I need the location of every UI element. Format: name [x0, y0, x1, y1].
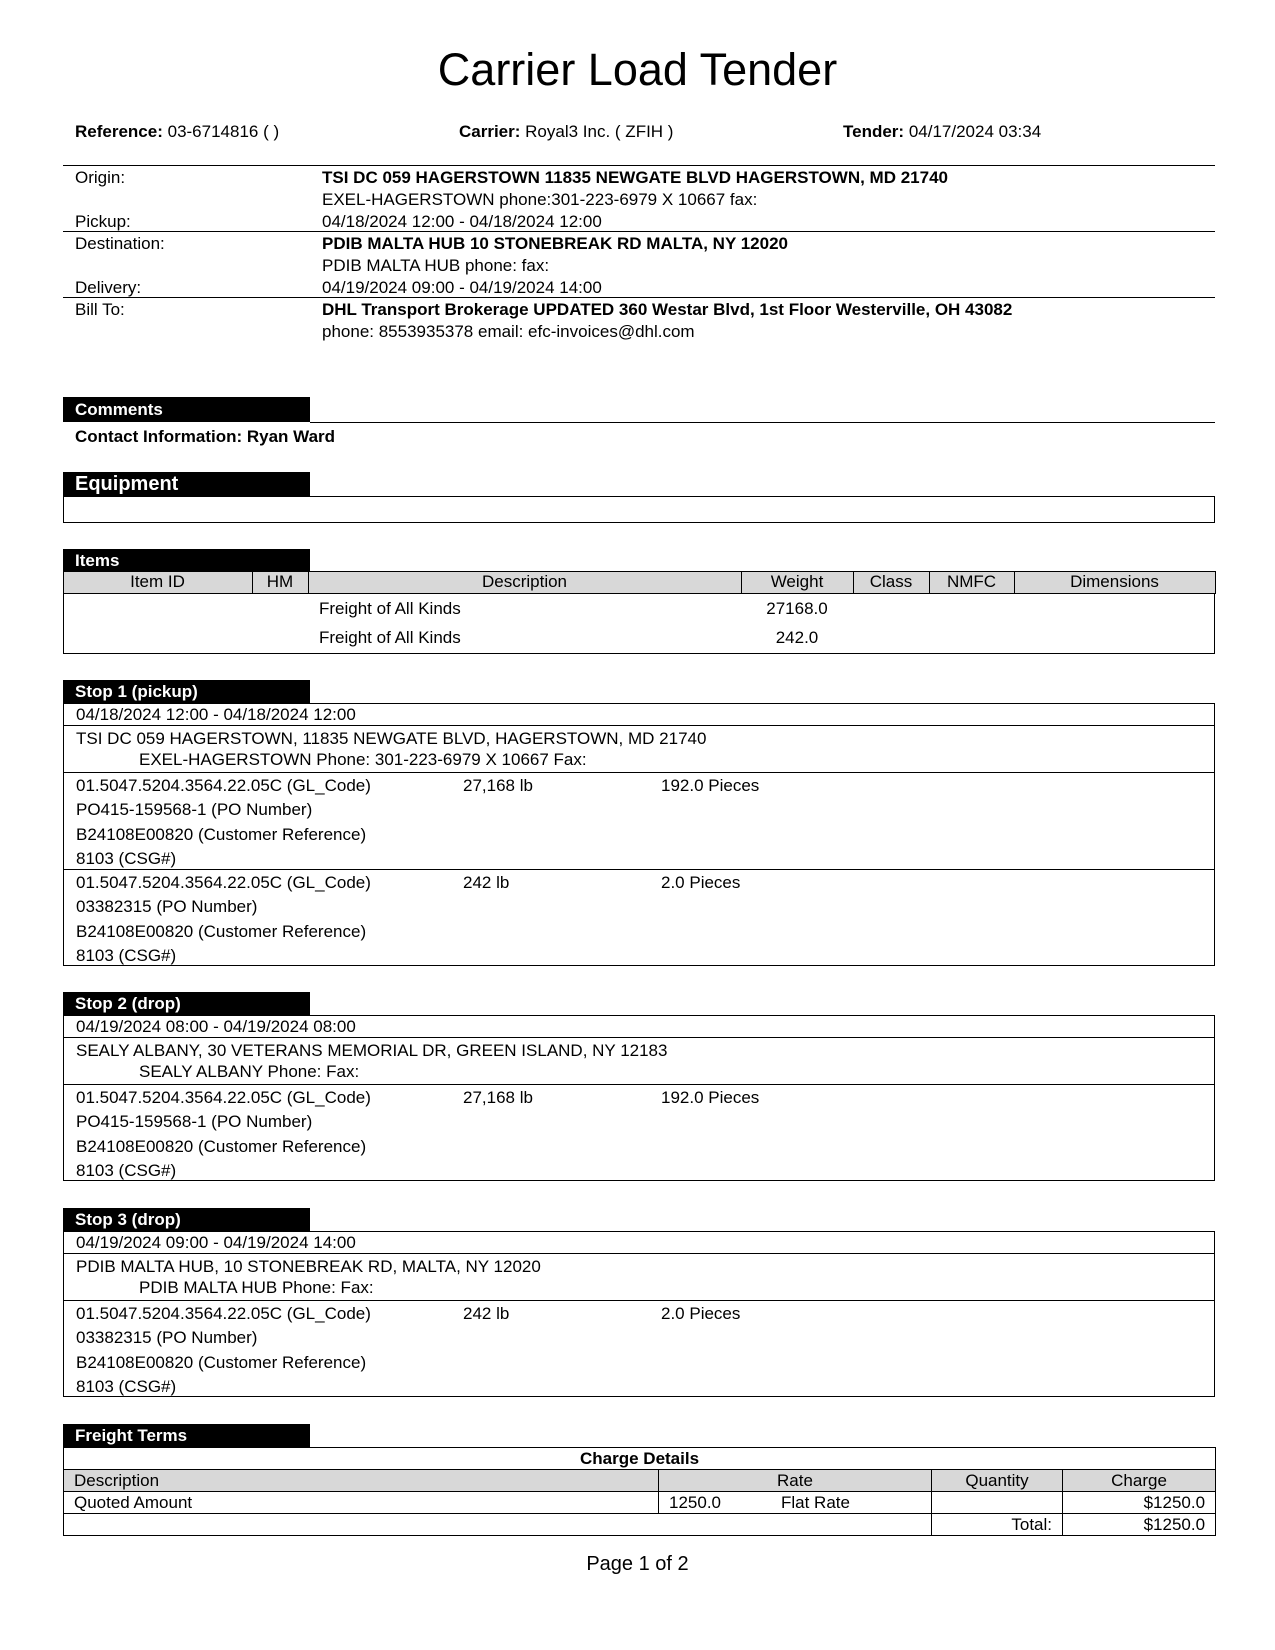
item-weight: 242.0 — [775, 627, 819, 647]
charge-rate — [659, 1492, 932, 1514]
pickup-label: Pickup: — [75, 212, 131, 231]
stop-contact: EXEL-HAGERSTOWN Phone: 301-223-6979 X 10667 Fax: — [139, 750, 587, 769]
po-number: PO415-159568-1 (PO Number) — [76, 1112, 313, 1131]
column-header: Description — [308, 571, 741, 593]
destination-contact: PDIB MALTA HUB phone: fax: — [322, 256, 550, 275]
stop-address: TSI DC 059 HAGERSTOWN, 11835 NEWGATE BLVD, HAGERSTOWN, MD 21740 — [76, 729, 707, 748]
stop-address: PDIB MALTA HUB, 10 STONEBREAK RD, MALTA, NY 12020 — [76, 1257, 541, 1276]
table-row — [63, 593, 1215, 623]
column-header: HM — [252, 571, 308, 593]
line-pieces: 192.0 Pieces — [661, 776, 760, 795]
line-pieces: 192.0 Pieces — [661, 1088, 760, 1107]
csg-number: 8103 (CSG#) — [76, 849, 177, 868]
po-number: 03382315 (PO Number) — [76, 1328, 258, 1347]
items-header-row — [63, 571, 1215, 593]
charges-table — [63, 1447, 1216, 1536]
equipment-heading: Equipment — [63, 472, 310, 497]
reference-field — [75, 122, 279, 142]
page-number: Page 1 of 2 — [586, 1553, 689, 1575]
destination-label: Destination: — [75, 234, 165, 253]
line-pieces: 2.0 Pieces — [661, 873, 741, 892]
stop-window: 04/19/2024 08:00 - 04/19/2024 08:00 — [64, 1016, 1214, 1038]
csg-number: 8103 (CSG#) — [76, 1161, 177, 1180]
tender-label: Tender: — [843, 122, 905, 141]
carrier-label: Carrier: — [459, 122, 521, 141]
csg-number: 8103 (CSG#) — [76, 946, 177, 965]
total-label: Total: — [932, 1514, 1063, 1536]
po-number: PO415-159568-1 (PO Number) — [76, 800, 313, 819]
stop-3-box — [63, 1231, 1215, 1397]
freight-terms-heading: Freight Terms — [63, 1424, 310, 1447]
line-pieces: 2.0 Pieces — [661, 1304, 741, 1323]
charge-quantity — [932, 1492, 1063, 1514]
line-weight: 27,168 lb — [463, 776, 533, 795]
item-description: Freight of All Kinds — [319, 598, 461, 618]
divider — [310, 422, 1215, 423]
pickup-window: 04/18/2024 12:00 - 04/18/2024 12:00 — [322, 212, 602, 231]
origin-contact: EXEL-HAGERSTOWN phone:301-223-6979 X 10667 fax: — [322, 190, 758, 209]
column-header: Class — [853, 571, 929, 593]
bill-to-label: Bill To: — [75, 300, 125, 319]
stop-line-item — [64, 1301, 1214, 1396]
po-number: 03382315 (PO Number) — [76, 897, 258, 916]
item-weight: 27168.0 — [766, 598, 828, 618]
destination-address: PDIB MALTA HUB 10 STONEBREAK RD MALTA, NY 12020 — [322, 234, 788, 253]
customer-reference: B24108E00820 (Customer Reference) — [76, 825, 367, 844]
document-title: Carrier Load Tender — [437, 44, 838, 95]
stop-1-box — [63, 703, 1215, 966]
charge-description: Quoted Amount — [64, 1492, 659, 1514]
column-header: Rate — [659, 1470, 932, 1492]
customer-reference: B24108E00820 (Customer Reference) — [76, 1137, 367, 1156]
items-table-box — [63, 571, 1215, 654]
carrier-field — [459, 122, 673, 142]
reference-value: 03-6714816 ( ) — [167, 122, 280, 141]
gl-code: 01.5047.5204.3564.22.05C (GL_Code) — [76, 873, 371, 892]
stop-location — [64, 726, 1214, 773]
total-row — [64, 1514, 1216, 1536]
charge-details-title: Charge Details — [64, 1448, 1216, 1470]
column-header: Quantity — [932, 1470, 1063, 1492]
gl-code: 01.5047.5204.3564.22.05C (GL_Code) — [76, 1088, 371, 1107]
stop-1-heading: Stop 1 (pickup) — [63, 680, 310, 703]
table-row — [63, 623, 1215, 652]
column-header: Dimensions — [1014, 571, 1215, 593]
charge-amount: $1250.0 — [1063, 1492, 1216, 1514]
bill-to-contact: phone: 8553935378 email: efc-invoices@dhl.com — [322, 322, 695, 341]
tender-field — [843, 122, 1041, 142]
stop-window: 04/19/2024 09:00 - 04/19/2024 14:00 — [64, 1232, 1214, 1254]
stop-location — [64, 1254, 1214, 1301]
stop-address: SEALY ALBANY, 30 VETERANS MEMORIAL DR, GREEN ISLAND, NY 12183 — [76, 1041, 668, 1060]
bill-to-address: DHL Transport Brokerage UPDATED 360 Westar Blvd, 1st Floor Westerville, OH 43082 — [322, 300, 1013, 319]
csg-number: 8103 (CSG#) — [76, 1377, 177, 1396]
stop-line-item — [64, 773, 1214, 870]
rate-value: 1250.0 — [669, 1492, 721, 1512]
column-header: Weight — [741, 571, 853, 593]
stop-line-item — [64, 870, 1214, 965]
origin-label: Origin: — [75, 168, 126, 187]
tender-value: 04/17/2024 03:34 — [908, 122, 1042, 141]
stop-window: 04/18/2024 12:00 - 04/18/2024 12:00 — [64, 704, 1214, 726]
divider — [63, 297, 1215, 298]
line-weight: 242 lb — [463, 873, 510, 892]
gl-code: 01.5047.5204.3564.22.05C (GL_Code) — [76, 1304, 371, 1323]
rate-type: Flat Rate — [781, 1492, 850, 1512]
column-header: Item ID — [63, 571, 252, 593]
customer-reference: B24108E00820 (Customer Reference) — [76, 1353, 367, 1372]
stop-2-heading: Stop 2 (drop) — [63, 992, 310, 1015]
reference-label: Reference: — [75, 122, 163, 141]
stop-location — [64, 1038, 1214, 1085]
gl-code: 01.5047.5204.3564.22.05C (GL_Code) — [76, 776, 371, 795]
carrier-value: Royal3 Inc. ( ZFIH ) — [525, 122, 674, 141]
column-header: NMFC — [929, 571, 1014, 593]
stop-line-item — [64, 1085, 1214, 1180]
stop-contact: PDIB MALTA HUB Phone: Fax: — [139, 1278, 374, 1297]
stop-2-box — [63, 1015, 1215, 1181]
stop-contact: SEALY ALBANY Phone: Fax: — [139, 1062, 360, 1081]
line-weight: 242 lb — [463, 1304, 510, 1323]
stop-3-heading: Stop 3 (drop) — [63, 1208, 310, 1231]
items-table — [63, 571, 1216, 652]
divider — [63, 231, 1215, 232]
divider — [63, 165, 1215, 166]
items-heading: Items — [63, 549, 310, 572]
comments-heading: Comments — [63, 397, 310, 422]
customer-reference: B24108E00820 (Customer Reference) — [76, 922, 367, 941]
item-description: Freight of All Kinds — [319, 627, 461, 647]
contact-information: Contact Information: Ryan Ward — [75, 427, 336, 446]
charge-details — [63, 1447, 1215, 1536]
table-row — [64, 1492, 1216, 1514]
line-weight: 27,168 lb — [463, 1088, 533, 1107]
total-value: $1250.0 — [1063, 1514, 1216, 1536]
charges-header-row — [64, 1470, 1216, 1492]
column-header: Description — [64, 1470, 659, 1492]
column-header: Charge — [1063, 1470, 1216, 1492]
equipment-box — [63, 496, 1215, 523]
origin-address: TSI DC 059 HAGERSTOWN 11835 NEWGATE BLVD HAGERSTOWN, MD 21740 — [322, 168, 948, 187]
delivery-window: 04/19/2024 09:00 - 04/19/2024 14:00 — [322, 278, 602, 297]
delivery-label: Delivery: — [75, 278, 142, 297]
